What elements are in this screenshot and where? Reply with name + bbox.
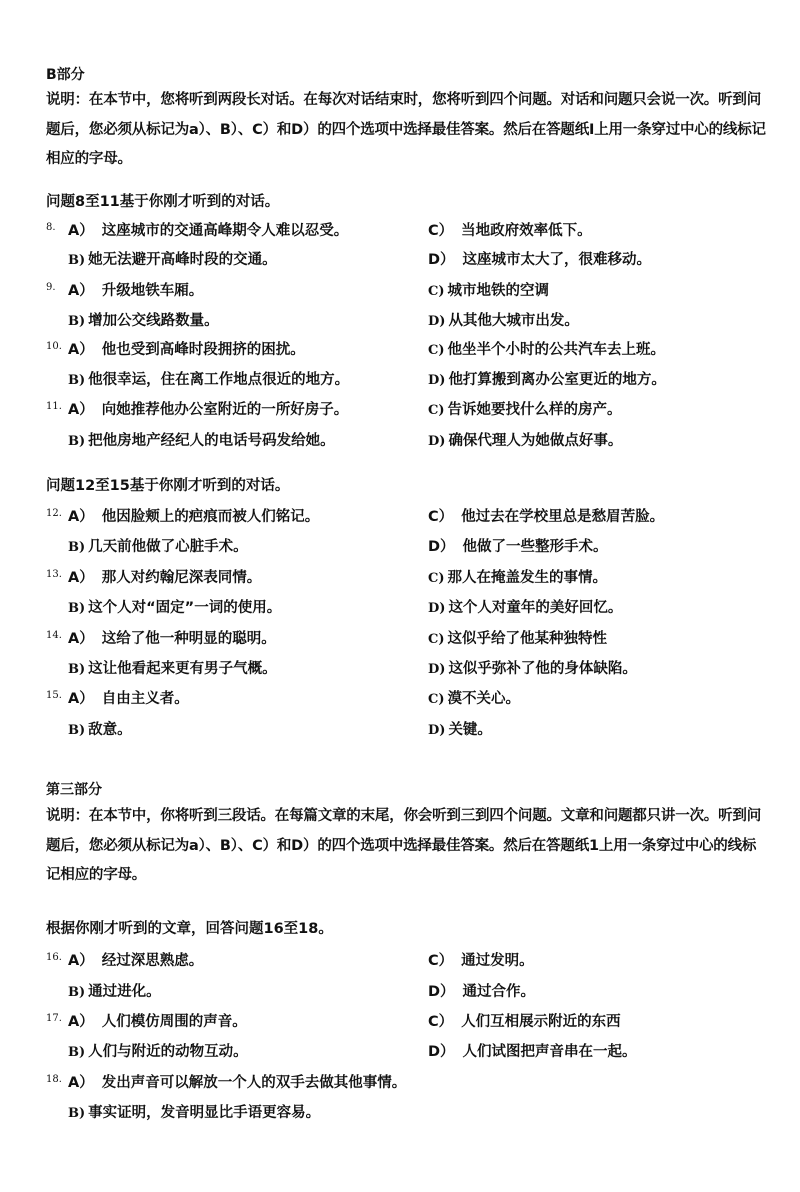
part-b-title: B部分 — [46, 67, 85, 83]
option-b[interactable]: B) 她无法避开高峰时段的交通。 — [68, 252, 277, 268]
option-a[interactable]: A） 这座城市的交通高峰期令人难以忍受。 — [68, 223, 349, 239]
question-14-row-1 — [0, 627, 800, 651]
option-a[interactable]: A） 人们模仿周围的声音。 — [68, 1014, 247, 1030]
question-9-row-1 — [0, 279, 800, 303]
question-8-row-1 — [0, 219, 800, 243]
question-16-row-1 — [0, 949, 800, 973]
question-number: 12. — [46, 508, 62, 519]
option-b[interactable]: B) 人们与附近的动物互动。 — [68, 1044, 248, 1060]
group-title-12-15: 问题12至15基于你刚才听到的对话。 — [46, 478, 290, 494]
question-11-row-2 — [0, 429, 800, 453]
option-c[interactable]: C) 城市地铁的空调 — [428, 283, 549, 299]
option-a[interactable]: A） 发出声音可以解放一个人的双手去做其他事情。 — [68, 1075, 407, 1091]
option-b[interactable]: B) 他很幸运，住在离工作地点很近的地方。 — [68, 372, 350, 388]
question-15-row-1 — [0, 687, 800, 711]
option-c[interactable]: C) 那人在掩盖发生的事情。 — [428, 570, 607, 586]
option-a[interactable]: A） 他因脸颊上的疤痕而被人们铭记。 — [68, 509, 320, 525]
option-d[interactable]: D） 人们试图把声音串在一起。 — [428, 1044, 637, 1060]
option-a[interactable]: A） 这给了他一种明显的聪明。 — [68, 631, 276, 647]
option-c[interactable]: C) 他坐半个小时的公共汽车去上班。 — [428, 342, 665, 358]
option-b[interactable]: B) 把他房地产经纪人的电话号码发给她。 — [68, 433, 335, 449]
option-c[interactable]: C） 他过去在学校里总是愁眉苦脸。 — [428, 509, 665, 525]
option-d[interactable]: D） 通过合作。 — [428, 984, 536, 1000]
option-d[interactable]: D) 确保代理人为她做点好事。 — [428, 433, 623, 449]
question-10-row-1 — [0, 338, 800, 362]
option-d[interactable]: D) 关键。 — [428, 722, 492, 738]
question-number: 14. — [46, 630, 62, 641]
question-14-row-2 — [0, 657, 800, 681]
option-d[interactable]: D) 这个人对童年的美好回忆。 — [428, 600, 623, 616]
option-b[interactable]: B) 敌意。 — [68, 722, 132, 738]
question-18-row-1 — [0, 1071, 800, 1095]
question-11-row-1 — [0, 398, 800, 422]
option-a[interactable]: A） 他也受到高峰时段拥挤的困扰。 — [68, 342, 305, 358]
question-13-row-2 — [0, 596, 800, 620]
question-number: 9. — [46, 282, 56, 293]
option-c[interactable]: C) 漠不关心。 — [428, 691, 520, 707]
option-a[interactable]: A） 自由主义者。 — [68, 691, 189, 707]
option-b[interactable]: B) 事实证明，发音明显比手语更容易。 — [68, 1105, 321, 1121]
option-c[interactable]: C) 告诉她要找什么样的房产。 — [428, 402, 622, 418]
question-number: 10. — [46, 341, 62, 352]
question-8-row-2 — [0, 248, 800, 272]
option-a[interactable]: A） 向她推荐他办公室附近的一所好房子。 — [68, 402, 349, 418]
group-title-8-11: 问题8至11基于你刚才听到的对话。 — [46, 194, 280, 210]
option-b[interactable]: B) 这让他看起来更有男子气概。 — [68, 661, 277, 677]
question-18-row-2 — [0, 1101, 800, 1125]
question-number: 11. — [46, 401, 62, 412]
option-d[interactable]: D） 他做了一些整形手术。 — [428, 539, 608, 555]
option-c[interactable]: C） 人们互相展示附近的东西 — [428, 1014, 621, 1030]
option-b[interactable]: B) 增加公交线路数量。 — [68, 313, 219, 329]
question-number: 18. — [46, 1074, 62, 1085]
option-a[interactable]: A） 那人对约翰尼深表同情。 — [68, 570, 262, 586]
option-b[interactable]: B) 几天前他做了心脏手术。 — [68, 539, 248, 555]
option-d[interactable]: D) 他打算搬到离办公室更近的地方。 — [428, 372, 666, 388]
question-number: 8. — [46, 222, 56, 233]
option-d[interactable]: D) 从其他大城市出发。 — [428, 313, 579, 329]
question-17-row-2 — [0, 1040, 800, 1064]
question-number: 16. — [46, 952, 62, 963]
question-13-row-1 — [0, 566, 800, 590]
question-number: 17. — [46, 1013, 62, 1024]
part-b-instruction: 说明：在本节中，您将听到两段长对话。在每次对话结束时，您将听到四个问题。对话和问题只会说一次。听到问题后，您必须从标记为a）、B）、C）和D）的四个选项中选择最佳答案。然后在答题纸I上用一条穿过中心的线标记相应的字母。 — [46, 92, 766, 167]
question-16-row-2 — [0, 980, 800, 1004]
option-c[interactable]: C) 这似乎给了他某种独特性 — [428, 631, 607, 647]
option-c[interactable]: C） 通过发明。 — [428, 953, 534, 969]
part-3-instruction: 说明：在本节中，你将听到三段话。在每篇文章的末尾，你会听到三到四个问题。文章和问题都只讲一次。听到问题后，您必须从标记为a）、B）、C）和D）的四个选项中选择最佳答案。然后在答题纸1上用一条穿过中心的线标记相应的字母。 — [46, 808, 761, 883]
option-b[interactable]: B) 通过进化。 — [68, 984, 161, 1000]
group-title-16-18: 根据你刚才听到的文章，回答问题16至18。 — [46, 921, 333, 937]
option-d[interactable]: D) 这似乎弥补了他的身体缺陷。 — [428, 661, 637, 677]
option-b[interactable]: B) 这个人对“固定”一词的使用。 — [68, 600, 282, 616]
question-10-row-2 — [0, 368, 800, 392]
question-9-row-2 — [0, 309, 800, 333]
question-15-row-2 — [0, 718, 800, 742]
option-a[interactable]: A） 经过深思熟虑。 — [68, 953, 204, 969]
option-c[interactable]: C） 当地政府效率低下。 — [428, 223, 592, 239]
question-number: 15. — [46, 690, 62, 701]
question-12-row-2 — [0, 535, 800, 559]
option-a[interactable]: A） 升级地铁车厢。 — [68, 283, 204, 299]
option-d[interactable]: D） 这座城市太大了，很难移动。 — [428, 252, 652, 268]
question-17-row-1 — [0, 1010, 800, 1034]
question-12-row-1 — [0, 505, 800, 529]
part-3-title: 第三部分 — [46, 782, 102, 798]
question-number: 13. — [46, 569, 62, 580]
